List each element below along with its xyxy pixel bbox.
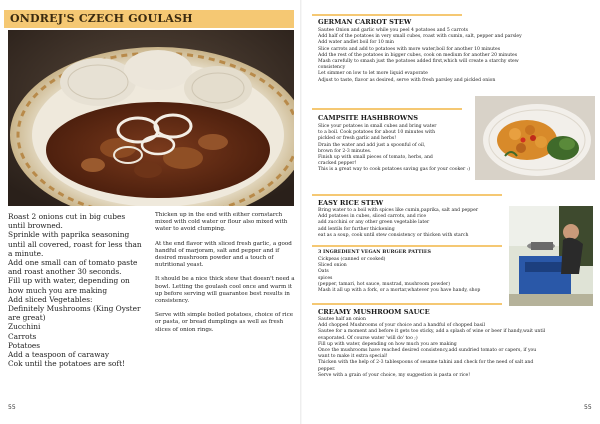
instruction-line: Carrots bbox=[8, 331, 37, 341]
step-line: Once the mushrooms have reached desired consistency,add sundried tomato or capers, if you bbox=[318, 348, 537, 354]
instruction-paragraph: At the end flavor with sliced fresh garlic, a good handful of marjoram, salt and pepper and if desired mushroom powder and a touch of nutritional yeast. bbox=[155, 240, 292, 269]
right-page bbox=[302, 0, 600, 424]
instruction-line: Add a teaspoon of caraway bbox=[8, 350, 110, 360]
step-line: Mash carefully to smash just the potatoes added first,which will create a starchy stew bbox=[318, 59, 519, 65]
instruction-paragraph: It should be a nice thick stew that doesn't need a bowl. Letting the goulash cool once and warm it up before serving will guarantee best results in consistency. bbox=[155, 276, 295, 305]
step-line: Bring water to a boil with spices like cumin,paprika, salt and pepper bbox=[318, 208, 479, 213]
instruction-paragraph: Thicken up in the end with either cornstarch mixed with cold water or flour also mixed with water to avoid clumping. bbox=[155, 212, 288, 233]
mushroom-sauce-title: CREAMY MUSHROOM SAUCE bbox=[318, 308, 430, 316]
step-line: Add water andlet boil for 10 min bbox=[318, 40, 394, 46]
instruction-line: a minute. bbox=[8, 248, 44, 258]
step-line: (pepper, tamari, hot sauce, mustrad, mushroom powder) bbox=[318, 281, 450, 287]
camping-cooking-photo bbox=[509, 206, 593, 306]
recipe-title: ONDREJ'S CZECH GOULASH bbox=[10, 12, 193, 25]
instruction-line: how much you are making bbox=[8, 285, 108, 295]
step-line: add lentils for further thickening bbox=[318, 226, 395, 232]
page-number-left: 55 bbox=[8, 404, 16, 411]
section-divider bbox=[312, 14, 462, 16]
instruction-line: until all covered, roast for less than bbox=[8, 239, 142, 249]
step-line: pepper. bbox=[318, 366, 336, 372]
instruction-line: are great) bbox=[8, 313, 46, 323]
instruction-line: Sprinkle with paprika seasoning bbox=[8, 230, 130, 240]
step-line: Finish up with small pieces of tomato, herbs, and bbox=[318, 155, 433, 161]
step-line: pickled or fresh garlic and herbs! bbox=[318, 136, 397, 142]
instruction-line: until browned. bbox=[8, 221, 63, 231]
recipe-title-bar bbox=[4, 10, 294, 28]
step-line: Serve with a grain of your choice, my suggestion is pasta or rice! bbox=[318, 372, 471, 378]
mushroom-sauce-steps bbox=[318, 317, 545, 379]
step-line: Let simmer on low to let more liquid evaporate bbox=[318, 71, 428, 77]
rice-stew-steps bbox=[318, 208, 478, 239]
step-line: Fill up with water, depending on how much you are making bbox=[318, 341, 457, 347]
instruction-line: Cok until the potatoes are soft! bbox=[8, 359, 126, 369]
instruction-paragraph: Serve with simple boiled potatoes, choice of rice or pasta, or bread dumplings as well as fresh slices of onion rings. bbox=[155, 312, 294, 333]
instruction-line: Potatoes bbox=[8, 340, 41, 350]
patties-steps bbox=[318, 257, 480, 294]
instructions-column-2 bbox=[155, 212, 295, 341]
section-divider bbox=[312, 303, 502, 305]
hashbrowns-title: CAMPSITE HASHBROWNS bbox=[318, 114, 419, 122]
patties-title: 3 INGREDIENT VEGAN BURGER PATTIES bbox=[318, 249, 431, 255]
step-line: Cickpeas (canned or cooked) bbox=[318, 257, 386, 262]
step-line: Sautee half an onion bbox=[318, 317, 366, 322]
step-line: Add half of the potatoes in very small cubes, roast with cumin, salt, pepper and parsley bbox=[318, 34, 522, 40]
step-line: consistency bbox=[318, 65, 346, 71]
rice-stew-title: EASY RICE STEW bbox=[318, 199, 384, 207]
step-line: eat as a soup, cook until stew consistency or thicken with starch bbox=[318, 232, 469, 238]
step-line: Add chopped Mushrooms of your choice and a handful of chopped basil bbox=[318, 323, 485, 329]
instructions-column-1 bbox=[8, 212, 146, 368]
step-line: cracked pepper! bbox=[318, 161, 357, 167]
step-line: Oats bbox=[318, 269, 329, 275]
step-line: Slice your potatoes in small cubes and bring water bbox=[318, 124, 437, 129]
hashbrowns-photo bbox=[475, 96, 595, 180]
instruction-line: Zucchini bbox=[8, 322, 41, 332]
step-line: spices bbox=[318, 275, 333, 281]
step-line: Add potatoes in cubes, sliced carrots, and rice bbox=[318, 214, 427, 220]
step-line: Sliced onion bbox=[318, 263, 347, 269]
section-divider bbox=[312, 245, 502, 247]
step-line: to a boil. Cook potatoes for about 10 minutes with bbox=[318, 130, 436, 136]
step-line: Adjust to taste, flavor as desired, serve with fresh parsley and pickled onion bbox=[318, 77, 496, 83]
goulash-photo bbox=[8, 30, 294, 206]
step-line: add zucchini or any other green vegetable later bbox=[318, 220, 430, 226]
step-line: evaporated. Of course water 'will do' too ;) bbox=[318, 335, 418, 341]
section-divider bbox=[312, 194, 502, 196]
step-line: want to make it extra special! bbox=[318, 354, 388, 360]
step-line: Slice carrots and add to potatoes with more water,boil for another 10 minutes bbox=[318, 46, 501, 52]
instruction-line: Add sliced Vegetables: bbox=[8, 294, 93, 304]
instruction-line: Definitely Mushrooms (King Oyster bbox=[8, 304, 141, 314]
step-line: Sautee for a moment and before it gets too sticky, add a splash of wine or beer if handy,wait until bbox=[318, 329, 546, 335]
step-line: This is a great way to cook potatoes saving gas for your cooker :) bbox=[318, 167, 470, 173]
step-line: Thicken with the help of 2-3 tablespoons of sesame tahini and check for the need of salt and bbox=[318, 360, 534, 366]
instruction-line: Fill up with water, depending on bbox=[8, 276, 130, 286]
page-number-right: 55 bbox=[584, 404, 592, 411]
instruction-line: Roast 2 onions cut in big cubes bbox=[8, 212, 126, 221]
step-line: Add the rest of the potatoes in bigger cubes, cook on medium for another 20 minutes bbox=[318, 52, 518, 58]
step-line: Mash it all up with a fork, or a mortar,whatever you have handy, shop bbox=[318, 288, 481, 294]
instruction-line: and roast another 30 seconds. bbox=[8, 267, 122, 277]
step-line: brown for 2-3 minutes. bbox=[318, 148, 372, 154]
hashbrowns-steps bbox=[318, 124, 470, 174]
carrot-stew-steps bbox=[318, 28, 522, 84]
section-divider bbox=[312, 108, 462, 110]
carrot-stew-title: GERMAN CARROT STEW bbox=[318, 18, 412, 26]
step-line: Drain the water and add just a spoonful of oil, bbox=[318, 142, 426, 148]
instruction-line: Add one small can of tomato paste bbox=[8, 258, 138, 268]
step-line: Sautee Onion and garlic while you peel 4 potatoes and 5 carrots bbox=[318, 28, 468, 33]
